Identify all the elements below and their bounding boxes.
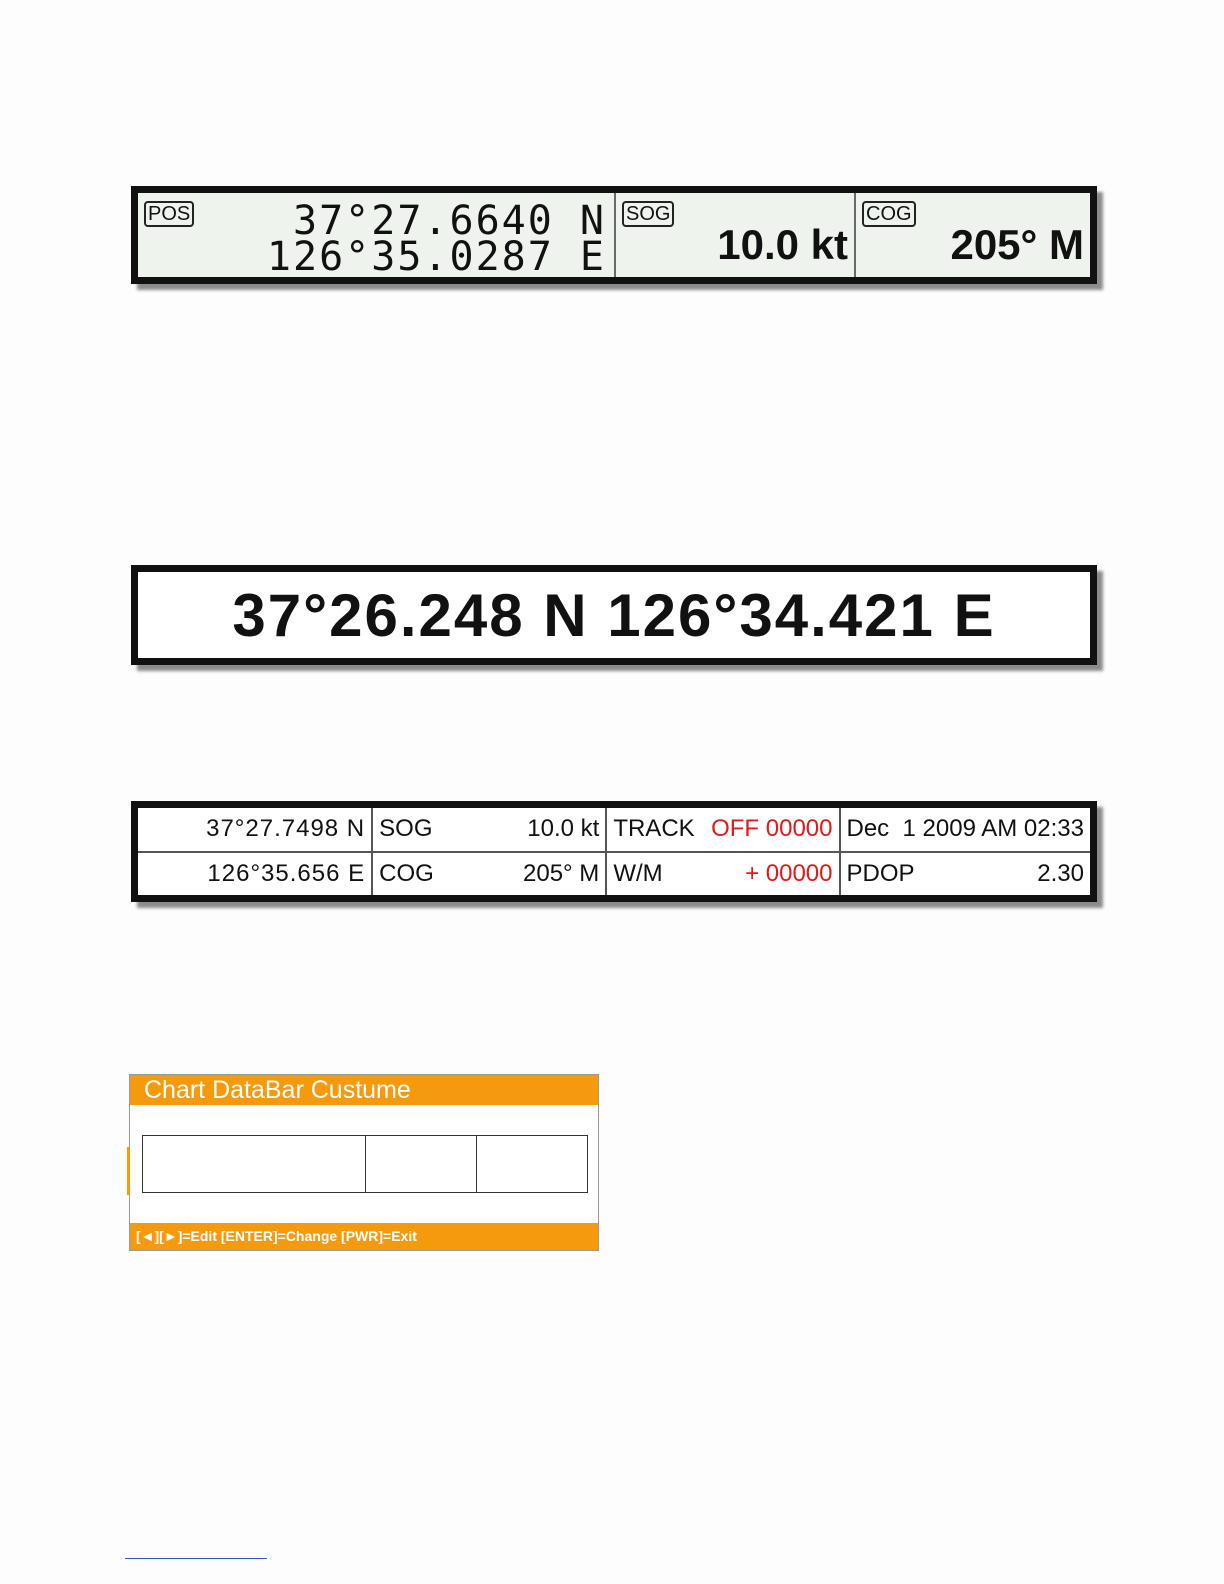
wm-row [607,853,838,896]
longitude-row [138,853,371,896]
datetime-row [841,808,1091,853]
databar-full [131,801,1097,902]
sog-row [373,808,605,853]
position-coordinates: 37°26.248 N 126°34.421 E [232,581,996,649]
pos-tag: POS [144,201,194,227]
time-pdop-column [841,808,1091,895]
databar-pos-sog-cog [131,186,1097,284]
position-column [138,808,373,895]
latitude-value: 37°27.7498 N [206,815,366,843]
sog-label: SOG [379,815,433,843]
cog-cell [856,193,1090,277]
dialog-title: Chart DataBar Custume [130,1075,598,1105]
pos-cell [138,193,616,280]
longitude-value: 126°35.656 E [207,859,366,887]
speed-course-column [373,808,607,895]
dialog-side-tab [127,1147,130,1195]
dialog-key-hints: [◄][►]=Edit [ENTER]=Change [PWR]=Exit [130,1223,598,1250]
datetime-value: Dec 1 2009 AM 02:33 [846,815,1084,843]
databar-slot-row [142,1135,588,1193]
cog-tag: COG [862,201,916,227]
cog-label: COG [379,859,434,887]
pdop-label: PDOP [846,859,915,887]
sog-value: 10.0 kt [527,815,600,843]
pdop-value: 2.30 [1037,859,1084,887]
pdop-row [841,853,1091,896]
track-label: TRACK [613,815,695,843]
track-row [607,808,838,853]
chart-databar-custom-dialog [129,1074,599,1251]
track-column [607,808,840,895]
databar-position-only [131,565,1097,665]
cog-value: 205° M [523,859,600,887]
track-status: OFF 00000 [711,815,833,843]
pos-latitude: 37°27.6640 N [293,198,606,244]
wm-value: + 00000 [745,859,833,887]
sog-value: 10.0 kt [717,221,848,268]
latitude-row [138,808,371,853]
databar-slot-3[interactable] [477,1136,587,1192]
wm-label: W/M [613,859,663,887]
cog-row [373,853,605,896]
databar-slot-1[interactable] [143,1136,366,1192]
cog-value: 205° M [950,221,1084,268]
footer-link-underline [125,1558,267,1559]
sog-cell [616,193,856,277]
sog-tag: SOG [622,201,674,227]
databar-slot-2[interactable] [366,1136,477,1192]
pos-longitude: 126°35.0287 E [266,234,606,280]
